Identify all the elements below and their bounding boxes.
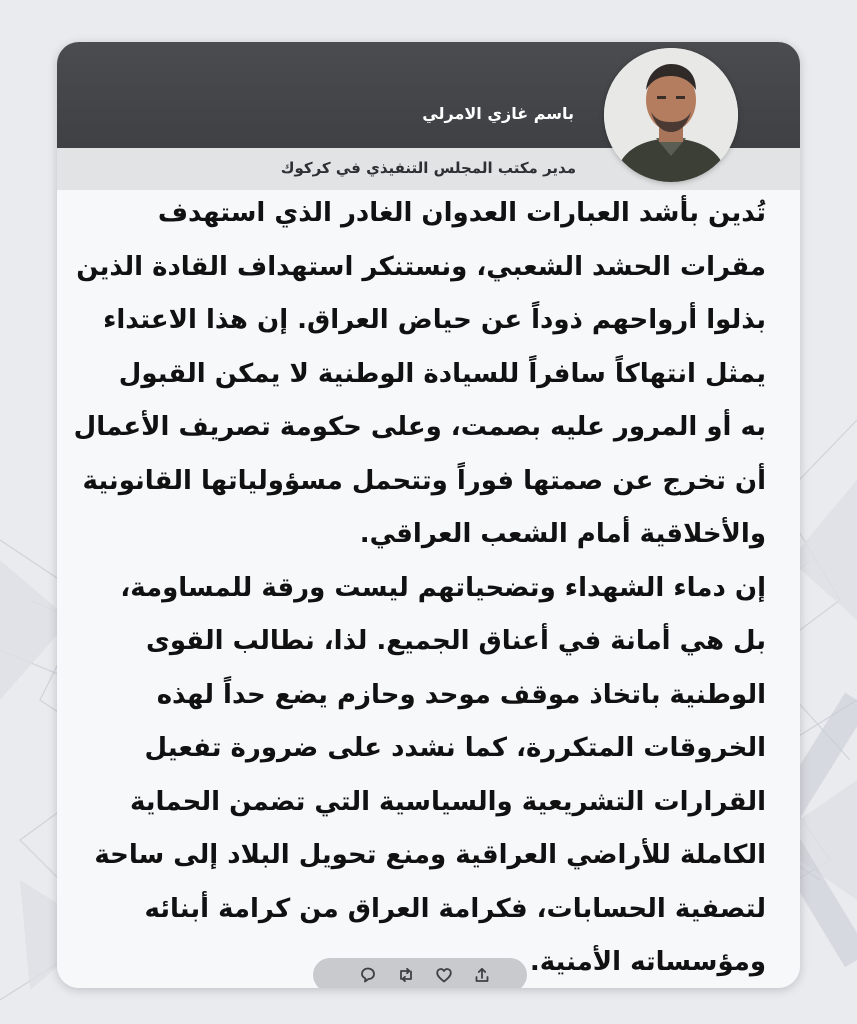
statement-line: مقرات الحشد الشعبي، ونستنكر استهداف القادة الذين (76, 251, 766, 282)
author-title: مدير مكتب المجلس التنفيذي في كركوك (280, 159, 576, 177)
statement-line: الوطنية باتخاذ موقف موحد وحازم يضع حداً لهذه (156, 679, 766, 710)
statement-line: بذلوا أرواحهم ذوداً عن حياض العراق. إن هذا الاعتداء (103, 305, 766, 335)
person-portrait-icon (604, 48, 738, 182)
statement-line: الخروقات المتكررة، كما نشدد على ضرورة تفعيل (144, 733, 766, 763)
statement-line: يمثل انتهاكاً سافراً للسيادة الوطنية لا يمكن القبول (118, 358, 766, 389)
statement-line: والأخلاقية أمام الشعب العراقي. (359, 519, 766, 549)
avatar[interactable] (604, 48, 738, 182)
statement-line: إن دماء الشهداء وتضحياتهم ليست ورقة للمساومة، (120, 572, 766, 603)
statement-line: به أو المرور عليه بصمت، وعلى حكومة تصريف الأعمال (73, 412, 766, 442)
statement-line: لتصفية الحسابات، فكرامة العراق من كرامة أبنائه (144, 893, 766, 924)
statement-line: أن تخرج عن صمتها فوراً وتتحمل مسؤولياتها القانونية (82, 465, 766, 496)
statement-line: ومؤسساته الأمنية. (529, 947, 766, 977)
author-name[interactable]: باسم غازي الامرلي (422, 104, 574, 123)
statement-text (73, 187, 766, 990)
statement-line: القرارات التشريعية والسياسية التي تضمن الحماية (129, 786, 766, 817)
statement-line: بل هي أمانة في أعناق الجميع. لذا، نطالب القوى (146, 626, 766, 656)
statement-line: الكاملة للأراضي العراقية ومنع تحويل البلاد إلى ساحة (94, 840, 766, 870)
statement-line: تُدين بأشد العبارات العدوان الغادر الذي استهدف (157, 198, 766, 228)
